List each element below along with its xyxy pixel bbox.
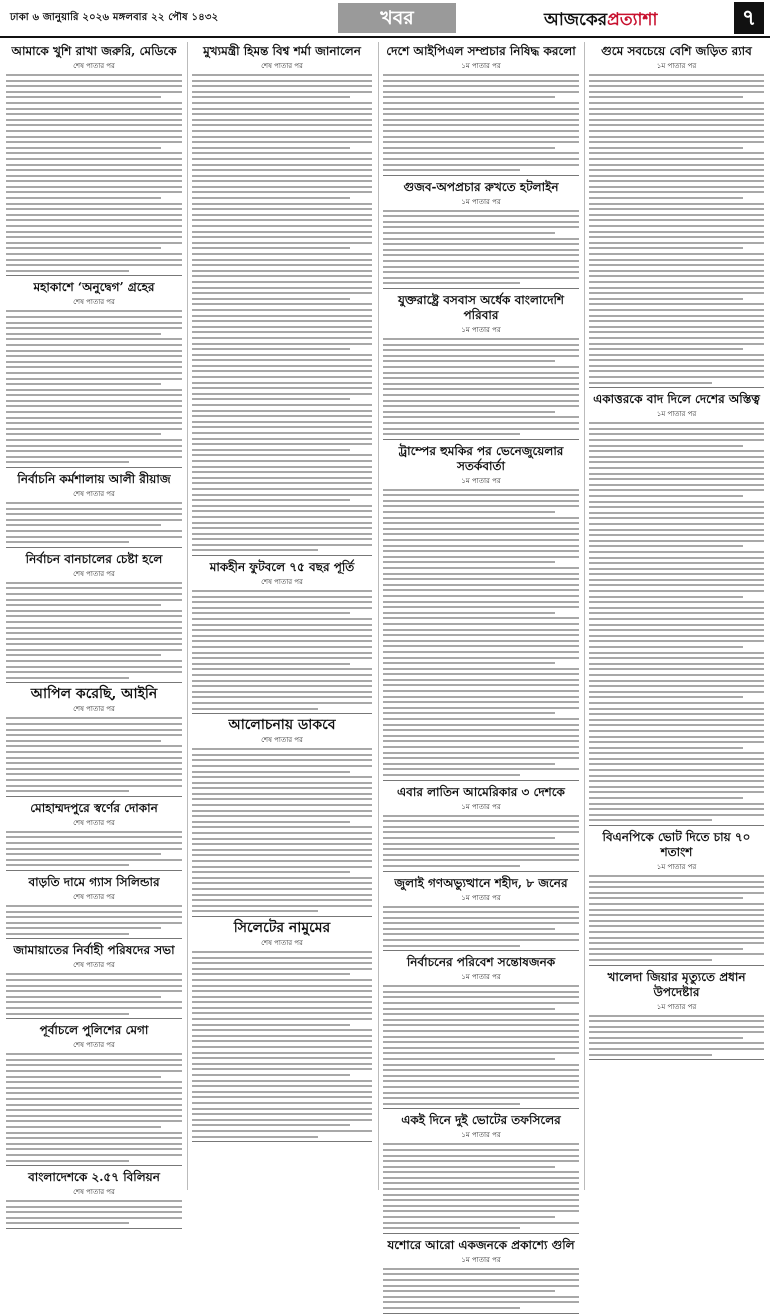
story-separator bbox=[6, 1018, 182, 1019]
story-body-text bbox=[383, 74, 579, 171]
news-story bbox=[383, 1113, 579, 1234]
story-separator bbox=[383, 780, 579, 781]
story-separator bbox=[383, 1108, 579, 1109]
continuation-note: শেষ পাতার পর bbox=[73, 298, 115, 307]
news-story bbox=[383, 876, 579, 952]
story-separator bbox=[6, 1165, 182, 1166]
page-number: ৭ bbox=[734, 2, 764, 34]
story-headline: নির্বাচনি কর্মশালায় আলী রীয়াজ bbox=[17, 472, 171, 486]
story-separator bbox=[383, 439, 579, 440]
news-story bbox=[6, 687, 182, 796]
news-story bbox=[589, 392, 764, 826]
story-headline: আমাকে খুশি রাখা জরুরি, মেডিকে bbox=[11, 44, 177, 58]
story-headline: দেশে আইপিএল সম্প্রচার নিষিদ্ধ করলো bbox=[386, 44, 576, 58]
continuation-note: শেষ পাতার পর bbox=[73, 961, 115, 970]
story-body-text bbox=[383, 489, 579, 776]
continuation-note: শেষ পাতার পর bbox=[73, 892, 115, 901]
column-3 bbox=[383, 42, 579, 1264]
story-separator bbox=[383, 1233, 579, 1234]
story-separator bbox=[192, 1141, 372, 1142]
story-body-text bbox=[6, 310, 182, 463]
continuation-note: শেষ পাতার পর bbox=[261, 62, 303, 70]
story-separator bbox=[192, 916, 372, 917]
column-2 bbox=[192, 42, 372, 1190]
story-headline: নির্বাচন বানচালের চেষ্টা হলে bbox=[25, 551, 163, 566]
continuation-note: ১ম পাতার পর bbox=[461, 973, 501, 982]
news-story bbox=[6, 943, 182, 1019]
column-divider bbox=[378, 42, 379, 1190]
story-headline: বিএনপিকে ভোট দিতে চায় ৭০ শতাংশ bbox=[602, 830, 751, 859]
story-body-text bbox=[6, 1200, 182, 1224]
continuation-note: ১ম পাতার পর bbox=[656, 1002, 697, 1011]
news-story bbox=[589, 44, 764, 388]
story-headline: নির্বাচনের পরিবেশ সন্তোষজনক bbox=[406, 955, 556, 970]
story-body-text bbox=[589, 422, 764, 821]
story-separator bbox=[6, 467, 182, 468]
story-separator bbox=[589, 825, 764, 826]
story-body-text bbox=[192, 951, 372, 1138]
masthead-rule bbox=[0, 36, 770, 38]
continuation-note: শেষ পাতার পর bbox=[261, 938, 303, 947]
news-story bbox=[383, 444, 579, 781]
story-headline: বাংলাদেশকে ২.৫৭ বিলিয়ন bbox=[28, 1170, 160, 1185]
story-body-text bbox=[383, 210, 579, 285]
news-story bbox=[6, 1023, 182, 1166]
story-headline: একাত্তরকে বাদ দিলে দেশের অস্তিত্ব bbox=[593, 392, 760, 407]
news-story bbox=[383, 1238, 579, 1314]
story-body-text bbox=[6, 831, 182, 867]
story-separator bbox=[589, 965, 764, 966]
story-headline: যুক্তরাষ্ট্রে বসবাস অর্ধেক বাংলাদেশি পরিবার bbox=[397, 293, 565, 322]
brand-prefix: আজকের bbox=[544, 10, 608, 30]
continuation-note: ১ম পাতার পর bbox=[461, 62, 501, 70]
continuation-note: ১ম পাতার পর bbox=[461, 893, 501, 902]
brand-accent: প্রত্যাশা bbox=[607, 10, 658, 30]
story-body-text bbox=[6, 1053, 182, 1161]
story-separator bbox=[6, 796, 182, 797]
news-story bbox=[383, 44, 579, 176]
story-separator bbox=[6, 682, 182, 683]
story-body-text bbox=[383, 815, 579, 867]
news-story bbox=[192, 718, 372, 917]
story-separator bbox=[192, 713, 372, 714]
continuation-note: ১ম পাতার পর bbox=[461, 326, 501, 334]
continuation-note: শেষ পাতার পর bbox=[73, 705, 115, 714]
story-body-text bbox=[383, 985, 579, 1104]
story-separator bbox=[6, 870, 182, 871]
story-headline: জুলাই গণঅভ্যুত্থানে শহীদ, ৮ জনের bbox=[394, 875, 568, 890]
news-story bbox=[6, 280, 182, 468]
story-separator bbox=[6, 275, 182, 276]
news-story bbox=[383, 955, 579, 1109]
continuation-note: ১ম পাতার পর bbox=[656, 410, 697, 419]
continuation-note: ১ম পাতার পর bbox=[461, 1131, 501, 1140]
story-body-text bbox=[383, 906, 579, 947]
story-headline: সিলেটের নামুমের bbox=[233, 919, 331, 936]
continuation-note: ১ম পাতার পর bbox=[461, 1255, 501, 1264]
story-separator bbox=[589, 1059, 764, 1060]
story-headline: খালেদা জিয়ার মৃত্যুতে প্রধান উপদেষ্টার bbox=[607, 969, 746, 999]
story-headline: পূর্বাচলে পুলিশের মেগা bbox=[39, 1023, 149, 1038]
story-headline: ট্রাম্পের হুমকির পর ভেনেজুয়েলার সতর্কবার্তা bbox=[398, 443, 564, 473]
section-title: খবর bbox=[338, 3, 456, 33]
story-separator bbox=[192, 555, 372, 556]
story-body-text bbox=[192, 748, 372, 912]
column-1 bbox=[6, 42, 182, 1197]
continuation-note: ১ম পাতার পর bbox=[656, 863, 697, 871]
continuation-note: শেষ পাতার পর bbox=[73, 818, 115, 827]
story-headline: মহাকাশে ‘অনুদ্বেগ’ গ্রহের bbox=[33, 280, 155, 295]
story-headline: মাকহীন ফুটবলে ৭৫ বছর পূর্তি bbox=[209, 560, 355, 575]
dateline: ঢাকা ৬ জানুয়ারি ২০২৬ মঙ্গলবার ২২ পৌষ ১৪৩২ bbox=[10, 12, 219, 23]
story-body-text bbox=[589, 875, 764, 961]
story-separator bbox=[383, 950, 579, 951]
story-body-text bbox=[192, 590, 372, 709]
story-body-text bbox=[6, 74, 182, 272]
continuation-note: শেষ পাতার পর bbox=[73, 1041, 115, 1050]
story-headline: আপিল করেছি, আইনি bbox=[30, 686, 158, 703]
story-headline: এবার লাতিন আমেরিকার ৩ দেশকে bbox=[397, 784, 565, 799]
news-story bbox=[6, 552, 182, 684]
story-headline: একই দিনে দুই ভোটের তফসিলের bbox=[401, 1113, 561, 1128]
news-story bbox=[383, 293, 579, 440]
continuation-note: ১ম পাতার পর bbox=[461, 197, 501, 206]
news-story bbox=[6, 801, 182, 871]
story-separator bbox=[383, 1313, 579, 1314]
story-headline: যশোরে আরো একজনকে প্রকাশ্যে গুলি bbox=[387, 1237, 575, 1252]
newspaper-logo bbox=[544, 7, 657, 35]
story-body-text bbox=[6, 502, 182, 543]
story-body-text bbox=[6, 973, 182, 1014]
story-headline: বাড়তি দামে গ্যাস সিলিন্ডার bbox=[28, 874, 160, 889]
news-story bbox=[6, 1170, 182, 1229]
continuation-note: শেষ পাতার পর bbox=[73, 1188, 115, 1197]
column-divider bbox=[187, 42, 188, 1190]
story-body-text bbox=[589, 74, 764, 384]
continuation-note: ১ম পাতার পর bbox=[461, 476, 501, 485]
story-body-text bbox=[589, 1015, 764, 1056]
story-separator bbox=[6, 938, 182, 939]
news-story bbox=[589, 830, 764, 966]
continuation-note: শেষ পাতার পর bbox=[261, 578, 303, 587]
continuation-note: শেষ পাতার পর bbox=[73, 569, 115, 578]
story-body-text bbox=[383, 1268, 579, 1309]
story-headline: আলোচনায় ডাকবে bbox=[228, 717, 336, 734]
news-story bbox=[383, 180, 579, 289]
story-separator bbox=[383, 871, 579, 872]
news-story bbox=[6, 44, 182, 276]
news-story bbox=[383, 785, 579, 872]
story-body-text bbox=[6, 582, 182, 679]
story-separator bbox=[6, 1228, 182, 1229]
continuation-note: ১ম পাতার পর bbox=[461, 802, 501, 811]
story-separator bbox=[383, 288, 579, 289]
news-story bbox=[589, 970, 764, 1061]
column-4 bbox=[589, 42, 764, 1190]
story-separator bbox=[589, 387, 764, 388]
news-story bbox=[6, 472, 182, 548]
story-headline: জামায়াতের নির্বাহী পরিষদের সভা bbox=[13, 943, 175, 958]
story-headline: গুজব-অপপ্রচার রুখতে হটলাইন bbox=[403, 179, 559, 194]
story-body-text bbox=[6, 905, 182, 935]
news-story bbox=[192, 44, 372, 556]
story-separator bbox=[383, 175, 579, 176]
continuation-note: ১ম পাতার পর bbox=[656, 62, 697, 70]
continuation-note: শেষ পাতার পর bbox=[261, 736, 303, 745]
column-divider bbox=[584, 42, 585, 1190]
news-story bbox=[192, 560, 372, 714]
story-body-text bbox=[383, 338, 579, 435]
news-story bbox=[192, 921, 372, 1142]
story-body-text bbox=[383, 1143, 579, 1229]
masthead bbox=[0, 0, 770, 38]
story-separator bbox=[6, 547, 182, 548]
story-headline: গুমে সবচেয়ে বেশি জড়িত র‍্যাব bbox=[601, 44, 752, 58]
continuation-note: শেষ পাতার পর bbox=[73, 490, 115, 498]
story-headline: মোহাম্মদপুরে স্বর্ণের দোকান bbox=[30, 800, 158, 815]
story-headline: মুখ্যমন্ত্রী হিমন্ত বিশ্ব শর্মা জানালেন bbox=[203, 44, 361, 58]
continuation-note: শেষ পাতার পর bbox=[73, 62, 115, 70]
story-body-text bbox=[6, 717, 182, 792]
news-story bbox=[6, 875, 182, 940]
story-body-text bbox=[192, 74, 372, 551]
